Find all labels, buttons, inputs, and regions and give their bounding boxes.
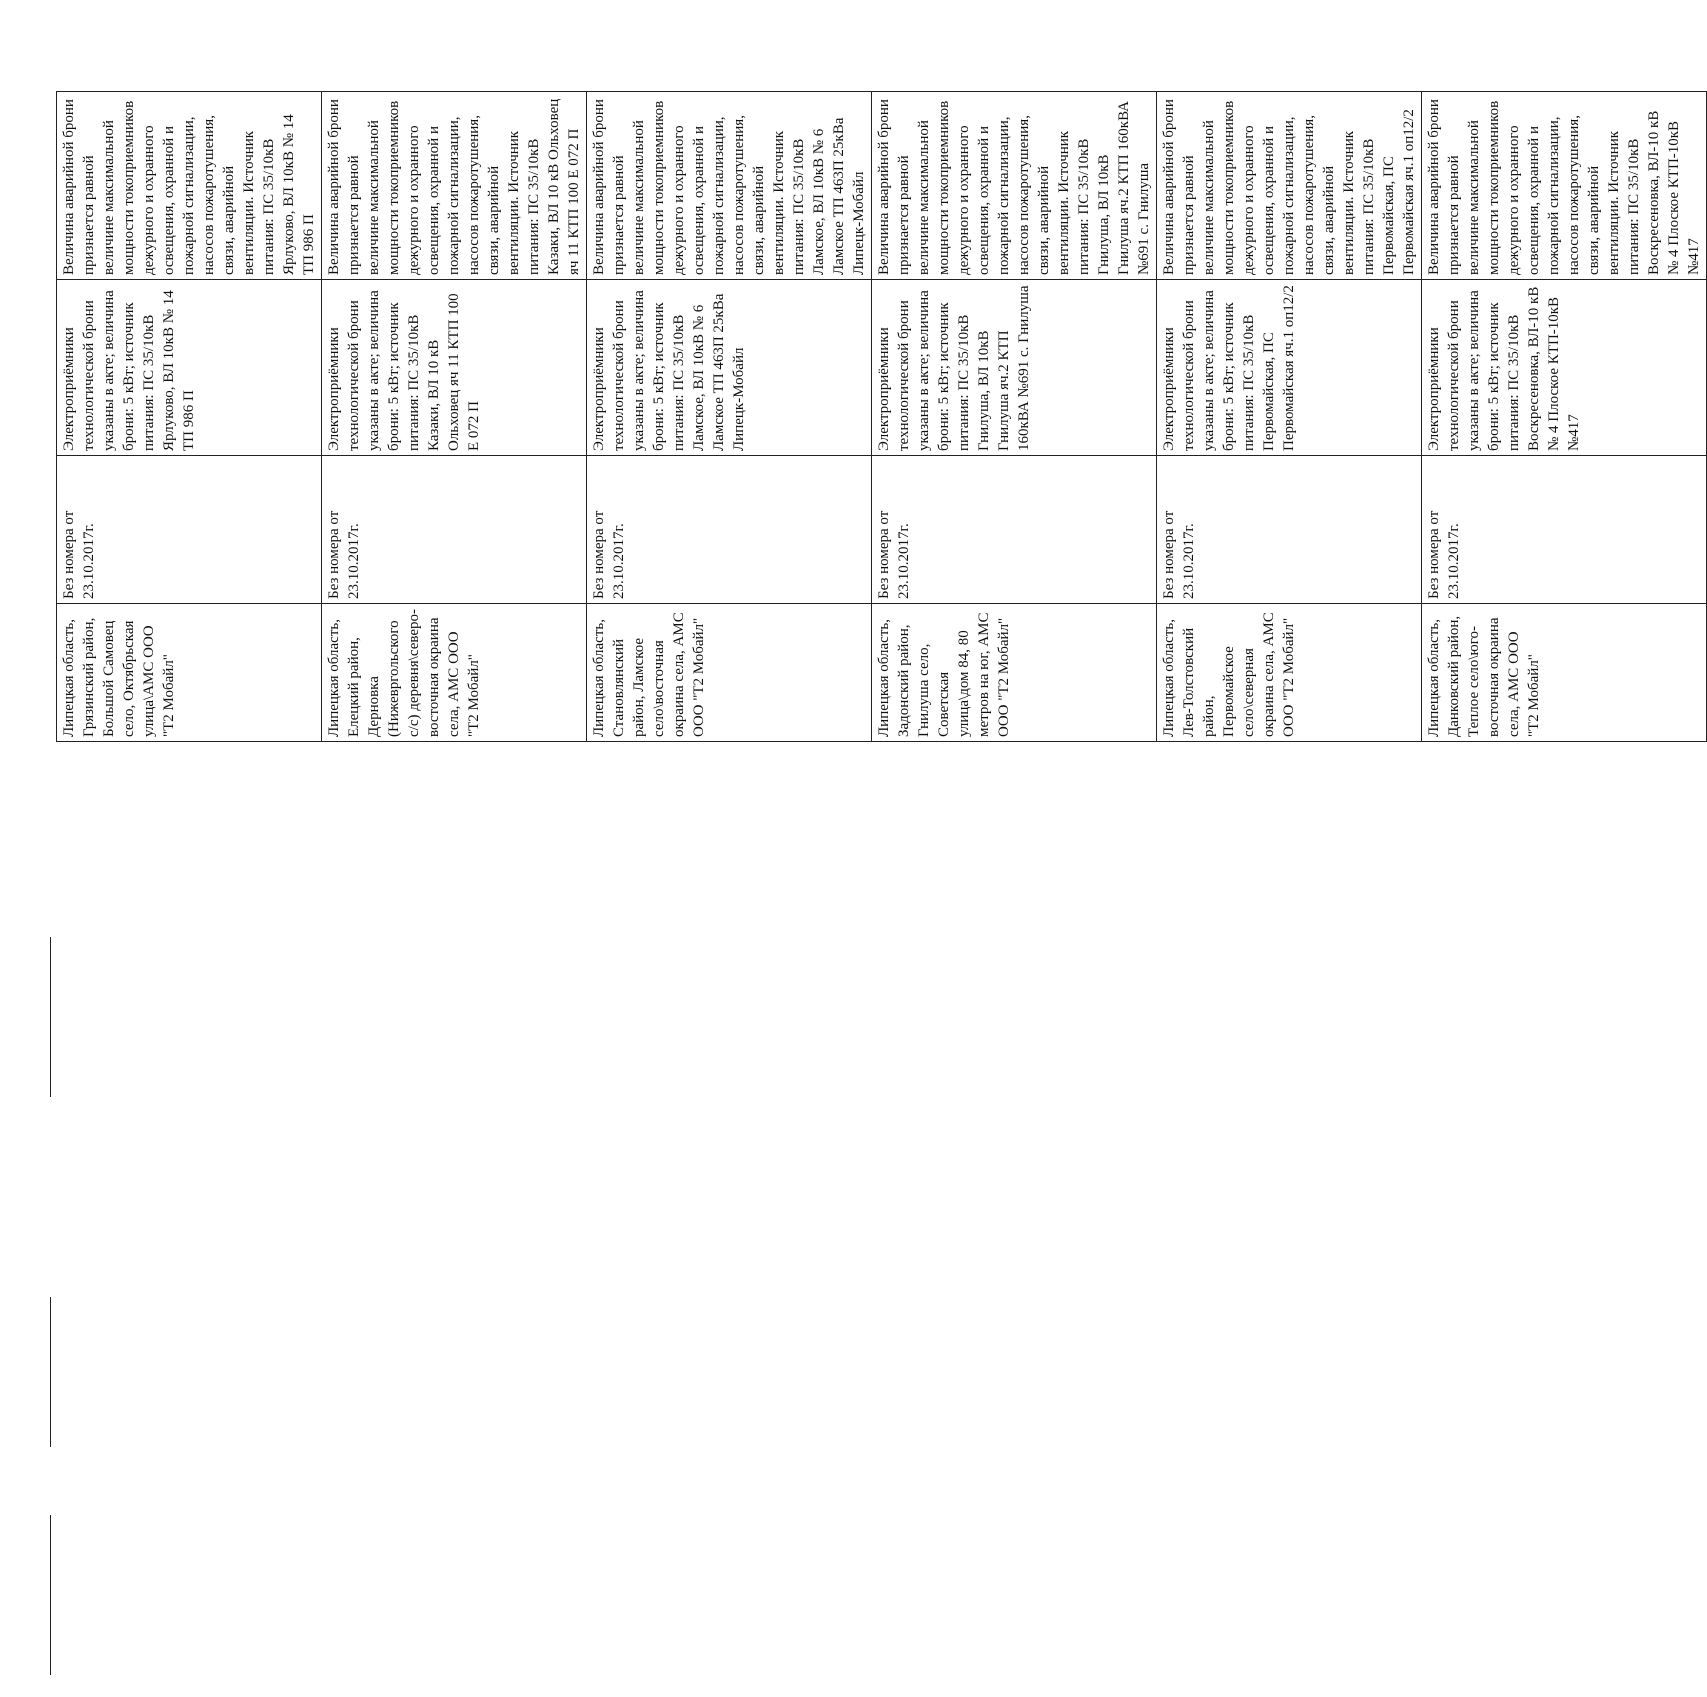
- table-row: [587, 92, 872, 742]
- document-cell: Без номера от 23.10.2017г.: [1422, 456, 1707, 604]
- technological-reserve-cell: Электроприёмники технологической брони указаны в акте; величина брони: 5 кВт; источник питания: ПС 35/10кВ Гнилуша, ВЛ 10кВ Гнилуша яч.2 КТП 160кВА №691 с. Гнилуша: [872, 280, 1157, 456]
- emergency-reserve-cell: Величина аварийной брони признается равной величине максимальной мощности токоприемников дежурного и охранного освещения, охранной и пожарной сигнализации, насосов пожаротушения, связи, аварийной вентиляции. Источник питания: ПС 35/10кВ Ярлуково, ВЛ 10кВ № 14 ТП 986 П: [57, 92, 322, 280]
- address-cell: Липецкая область, Данковский район, Теплое село\юго-восточная окраина села, АМС ООО "Т2 Мобайл": [1422, 604, 1707, 742]
- emergency-reserve-cell: Величина аварийной брони признается равной величине максимальной мощности токоприемников дежурного и охранного освещения, охранной и пожарной сигнализации, насосов пожаротушения, связи, аварийной вентиляции. Источник питания: ПС 35/10кВ Первомайская, ПС Первомайская яч.1 оп12/2: [1157, 92, 1422, 280]
- address-cell: Липецкая область, Задонский район, Гнилуша село, Советская улица\дом 84, 80 метров на юг, АМС ООО "Т2 Мобайл": [872, 604, 1157, 742]
- table-row: [322, 92, 587, 742]
- rotated-page: [50, 49, 1702, 1697]
- table-row: [872, 92, 1157, 742]
- technological-reserve-cell: Электроприёмники технологической брони указаны в акте; величина брони: 5 кВт; источник питания: ПС 35/10кВ Казаки, ВЛ 10 кВ Ольховец яч 11 КТП 100 Е 072 П: [322, 280, 587, 456]
- technological-reserve-cell: Электроприёмники технологической брони указаны в акте; величина брони: 5 кВт; источник питания: ПС 35/10кВ Первомайская, ПС Первомайская яч.1 оп12/2: [1157, 280, 1422, 456]
- signature-line: [50, 1515, 51, 1675]
- table-row: [1422, 92, 1707, 742]
- emergency-reserve-cell: Величина аварийной брони признается равной величине максимальной мощности токоприемников дежурного и охранного освещения, охранной и пожарной сигнализации, насосов пожаротушения, связи, аварийной вентиляции. Источник питания: ПС 35/10кВ Казаки, ВЛ 10 кВ Ольховец яч 11 КТП 100 Е 072 П: [322, 92, 587, 280]
- address-cell: Липецкая область, Елецкий район, Дерновка (Нижевргольского с/с) деревня\северо-восточная окраина села, АМС ООО "Т2 Мобайл": [322, 604, 587, 742]
- signature-line: [50, 1297, 51, 1447]
- emergency-reserve-cell: Величина аварийной брони признается равной величине максимальной мощности токоприемников дежурного и охранного освещения, охранной и пожарной сигнализации, насосов пожаротушения, связи, аварийной вентиляции. Источник питания: ПС 35/10кВ Ламское, ВЛ 10кВ № 6 Ламское ТП 463П 25кВа Липецк-Мобайл: [587, 92, 872, 280]
- emergency-reserve-cell: Величина аварийной брони признается равной величине максимальной мощности токоприемников дежурного и охранного освещения, охранной и пожарной сигнализации, насосов пожаротушения, связи, аварийной вентиляции. Источник питания: ПС 35/10кВ Гнилуша, ВЛ 10кВ Гнилуша яч.2 КТП 160кВА №691 с. Гнилуша: [872, 92, 1157, 280]
- table-row: [1157, 92, 1422, 742]
- emergency-reserve-cell: Величина аварийной брони признается равной величине максимальной мощности токоприемников дежурного и охранного освещения, охранной и пожарной сигнализации, насосов пожаротушения, связи, аварийной вентиляции. Источник питания: ПС 35/10кВ Воскресеновка, ВЛ-10 кВ № 4 Плоское КТП-10кВ №417: [1422, 92, 1707, 280]
- address-cell: Липецкая область, Становлянский район, Ламское село\восточная окраина села, АМС ООО "Т2 Мобайл": [587, 604, 872, 742]
- document-cell: Без номера от 23.10.2017г.: [322, 456, 587, 604]
- document-cell: Без номера от 23.10.2017г.: [872, 456, 1157, 604]
- document-cell: Без номера от 23.10.2017г.: [1157, 456, 1422, 604]
- document-cell: Без номера от 23.10.2017г.: [587, 456, 872, 604]
- address-cell: Липецкая область, Лев-Толстовский район, Первомайское село\северная окраина села, АМС ООО "Т2 Мобайл": [1157, 604, 1422, 742]
- technological-reserve-cell: Электроприёмники технологической брони указаны в акте; величина брони: 5 кВт; источник питания: ПС 35/10кВ Ламское, ВЛ 10кВ № 6 Ламское ТП 463П 25кВа Липецк-Мобайл: [587, 280, 872, 456]
- table-row: [57, 92, 322, 742]
- signature-line: [50, 937, 51, 1097]
- technological-reserve-cell: Электроприёмники технологической брони указаны в акте; величина брони: 5 кВт; источник питания: ПС 35/10кВ Ярлуково, ВЛ 10кВ № 14 ТП 986 П: [57, 280, 322, 456]
- document-cell: Без номера от 23.10.2017г.: [57, 456, 322, 604]
- technological-reserve-cell: Электроприёмники технологической брони указаны в акте; величина брони: 5 кВт; источник питания: ПС 35/10кВ Воскресеновка, ВЛ-10 кВ № 4 Плоское КТП-10кВ №417: [1422, 280, 1707, 456]
- address-cell: Липецкая область, Грязинский район, Большой Самовец село, Октябрьская улица\АМС ООО "Т2 Мобайл": [57, 604, 322, 742]
- reservation-table: [56, 91, 1707, 742]
